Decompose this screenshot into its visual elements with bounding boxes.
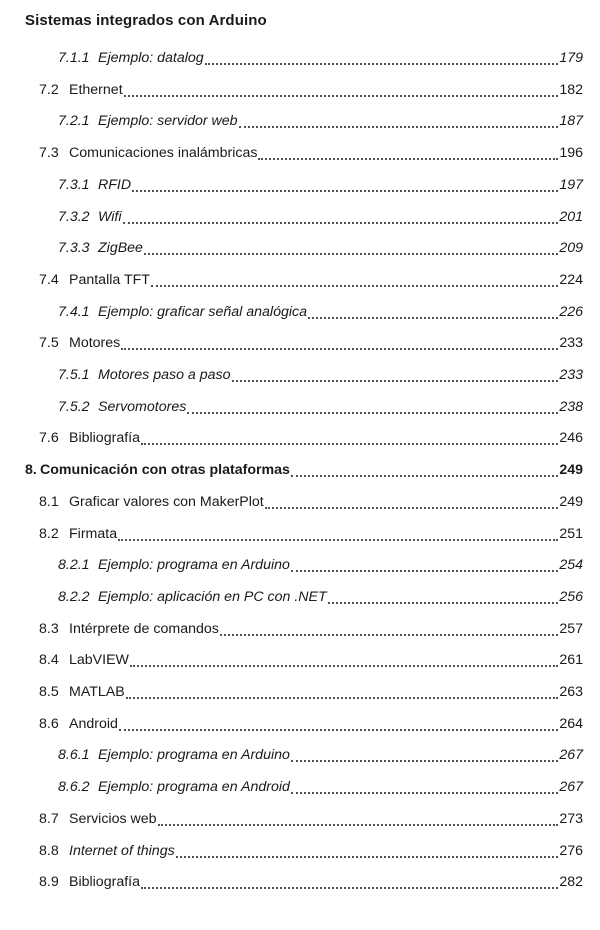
- toc-entry-number: 8.6: [39, 715, 59, 732]
- toc-dot-leader: [119, 729, 558, 731]
- toc-entry-title: Servicios web: [69, 810, 157, 827]
- toc-dot-leader: [220, 634, 558, 636]
- toc-entry-page: 249: [559, 462, 583, 479]
- toc-entry[interactable]: [58, 240, 583, 260]
- toc-entry-title: Motores: [69, 335, 121, 352]
- toc-entry-number: 8.6.2: [58, 779, 90, 796]
- toc-entry-page: 197: [559, 176, 583, 193]
- toc-entry-page: 254: [559, 557, 583, 574]
- toc-dot-leader: [130, 665, 558, 667]
- toc-entry-title: LabVIEW: [69, 652, 129, 669]
- toc-entry-title: Wifi: [98, 208, 122, 225]
- toc-entry-number: 7.6: [39, 430, 59, 447]
- toc-entry-title: Ejemplo: graficar señal analógica: [98, 303, 307, 320]
- toc-entry-title: Internet of things: [69, 842, 175, 859]
- toc-entry-number: 7.5: [39, 335, 59, 352]
- toc-entry-number: 8.2.1: [58, 557, 90, 574]
- toc-dot-leader: [291, 570, 558, 572]
- toc-entry-title: Ejemplo: programa en Arduino: [98, 557, 290, 574]
- toc-entry-title: Firmata: [69, 525, 118, 542]
- toc-entry-number: 7.3: [39, 145, 59, 162]
- toc-dot-leader: [291, 475, 558, 477]
- toc-entry[interactable]: [39, 684, 583, 704]
- toc-dot-leader: [239, 126, 559, 128]
- toc-dot-leader: [118, 539, 558, 541]
- toc-entry-page: 224: [559, 271, 583, 288]
- toc-entry-number: 7.3.3: [58, 240, 90, 257]
- toc-dot-leader: [123, 222, 559, 224]
- toc-dot-leader: [141, 887, 558, 889]
- toc-entry-title: Comunicaciones inalámbricas: [69, 145, 258, 162]
- toc-entry[interactable]: [58, 304, 583, 324]
- toc-dot-leader: [126, 697, 559, 699]
- toc-dot-leader: [291, 760, 558, 762]
- toc-dot-leader: [144, 253, 558, 255]
- toc-entry-number: 8.8: [39, 842, 59, 859]
- toc-entry-page: 179: [559, 50, 583, 66]
- toc-entry[interactable]: [39, 272, 583, 292]
- toc-entry-page: 182: [559, 81, 583, 98]
- toc-entry[interactable]: [58, 779, 583, 799]
- toc-entry-number: 7.4: [39, 271, 59, 288]
- toc-dot-leader: [121, 348, 558, 350]
- toc-entry-page: 238: [559, 398, 583, 415]
- toc-entry[interactable]: [58, 209, 583, 229]
- toc-dot-leader: [176, 856, 559, 858]
- toc-entry-title: Bibliografía: [69, 430, 140, 447]
- toc-entry-page: 273: [559, 810, 583, 827]
- toc-entry[interactable]: [39, 652, 583, 672]
- toc-entry[interactable]: [58, 557, 583, 577]
- toc-entry-title: Bibliografía: [69, 874, 140, 891]
- toc-entry-title: ZigBee: [98, 240, 143, 257]
- toc-entry-page: 187: [559, 113, 583, 130]
- toc-dot-leader: [291, 792, 558, 794]
- toc-entry-title: Android: [69, 715, 118, 732]
- toc-entry-number: 8.: [25, 462, 37, 479]
- toc-entry[interactable]: [39, 494, 583, 514]
- toc-entry-number: 8.6.1: [58, 747, 90, 764]
- toc-entry-number: 7.3.2: [58, 208, 90, 225]
- toc-entry-page: 276: [559, 842, 583, 859]
- toc-entry[interactable]: [39, 874, 583, 894]
- toc-entry-page: 264: [559, 715, 583, 732]
- toc-entry-title: Motores paso a paso: [98, 367, 231, 383]
- toc-entry[interactable]: [39, 526, 583, 546]
- toc-entry-title: Ejemplo: programa en Android: [98, 779, 290, 796]
- toc-entry[interactable]: [58, 177, 583, 197]
- toc-entry-number: 8.4: [39, 652, 59, 669]
- toc-entry-title: Graficar valores con MakerPlot: [69, 493, 264, 510]
- toc-entry-page: 267: [559, 779, 583, 796]
- toc-entry-title: Intérprete de comandos: [69, 620, 219, 637]
- toc-dot-leader: [151, 285, 558, 287]
- toc-entry[interactable]: [39, 621, 583, 641]
- toc-entry-number: 8.9: [39, 874, 59, 891]
- toc-entry-page: 249: [559, 493, 583, 510]
- toc-entry-number: 7.2: [39, 81, 59, 98]
- toc-entry-title: Comunicación con otras plataformas: [40, 462, 290, 479]
- toc-entry-number: 8.5: [39, 684, 59, 700]
- toc-entry-page: 267: [559, 747, 583, 764]
- toc-entry-title: Ejemplo: servidor web: [98, 113, 238, 130]
- toc-entry[interactable]: [58, 589, 583, 609]
- toc-dot-leader: [258, 158, 558, 160]
- toc-entry-number: 7.5.2: [58, 398, 90, 415]
- toc-entry[interactable]: [58, 399, 583, 419]
- toc-entry-page: 196: [559, 145, 583, 162]
- toc-dot-leader: [132, 190, 558, 192]
- toc-entry-number: 7.5.1: [58, 367, 90, 383]
- toc-entry[interactable]: [39, 811, 583, 831]
- toc-entry-page: 261: [559, 652, 583, 669]
- toc-entry[interactable]: [39, 430, 583, 450]
- toc-entry-title: Ejemplo: aplicación en PC con .NET: [98, 588, 327, 605]
- toc-dot-leader: [187, 412, 558, 414]
- toc-entry[interactable]: [58, 50, 583, 70]
- toc-entry-page: 251: [559, 525, 583, 542]
- toc-entry-page: 246: [559, 430, 583, 447]
- toc-entry-page: 256: [559, 588, 583, 605]
- toc-entry-number: 8.3: [39, 620, 59, 637]
- toc-entry-number: 8.2: [39, 525, 59, 542]
- toc-entry-page: 257: [559, 620, 583, 637]
- toc-dot-leader: [232, 380, 559, 382]
- toc-entry[interactable]: [58, 367, 583, 387]
- toc-entry-page: 226: [559, 303, 583, 320]
- toc-entry[interactable]: [39, 843, 583, 863]
- toc-entry-title: Ejemplo: programa en Arduino: [98, 747, 290, 764]
- toc-entry-page: 201: [559, 208, 583, 225]
- toc-entry-page: 233: [559, 367, 583, 383]
- toc-entry[interactable]: [39, 716, 583, 736]
- toc-entry-page: 209: [559, 240, 583, 257]
- toc-entry-page: 233: [559, 335, 583, 352]
- toc-entry[interactable]: [58, 747, 583, 767]
- toc-entry-title: Pantalla TFT: [69, 271, 150, 288]
- toc-dot-leader: [124, 95, 559, 97]
- toc-dot-leader: [265, 507, 559, 509]
- toc-dot-leader: [205, 63, 559, 65]
- toc-entry-title: RFID: [98, 176, 132, 193]
- toc-entry-number: 7.2.1: [58, 113, 90, 130]
- toc-entry[interactable]: [39, 335, 583, 355]
- toc-entry-page: 263: [559, 684, 583, 700]
- toc-entry-title: MATLAB: [69, 684, 125, 700]
- toc-entry-title: Ejemplo: datalog: [98, 50, 204, 66]
- toc-entry-number: 8.1: [39, 493, 59, 510]
- toc-dot-leader: [158, 824, 559, 826]
- toc-entry-number: 8.7: [39, 810, 59, 827]
- toc-entry-number: 7.4.1: [58, 303, 90, 320]
- toc-entry[interactable]: [25, 462, 583, 482]
- toc-dot-leader: [141, 443, 558, 445]
- toc-entry-page: 282: [559, 874, 583, 891]
- toc-entry-title: Servomotores: [98, 398, 187, 415]
- running-header: Sistemas integrados con Arduino: [25, 12, 267, 29]
- toc-entry[interactable]: [39, 82, 583, 102]
- toc-entry[interactable]: [39, 145, 583, 165]
- toc-entry-number: 7.1.1: [58, 50, 90, 66]
- toc-dot-leader: [308, 317, 558, 319]
- toc-entry-number: 8.2.2: [58, 588, 90, 605]
- toc-entry[interactable]: [58, 113, 583, 133]
- toc-dot-leader: [328, 602, 559, 604]
- toc-entry-number: 7.3.1: [58, 176, 90, 193]
- toc-entry-title: Ethernet: [69, 81, 123, 98]
